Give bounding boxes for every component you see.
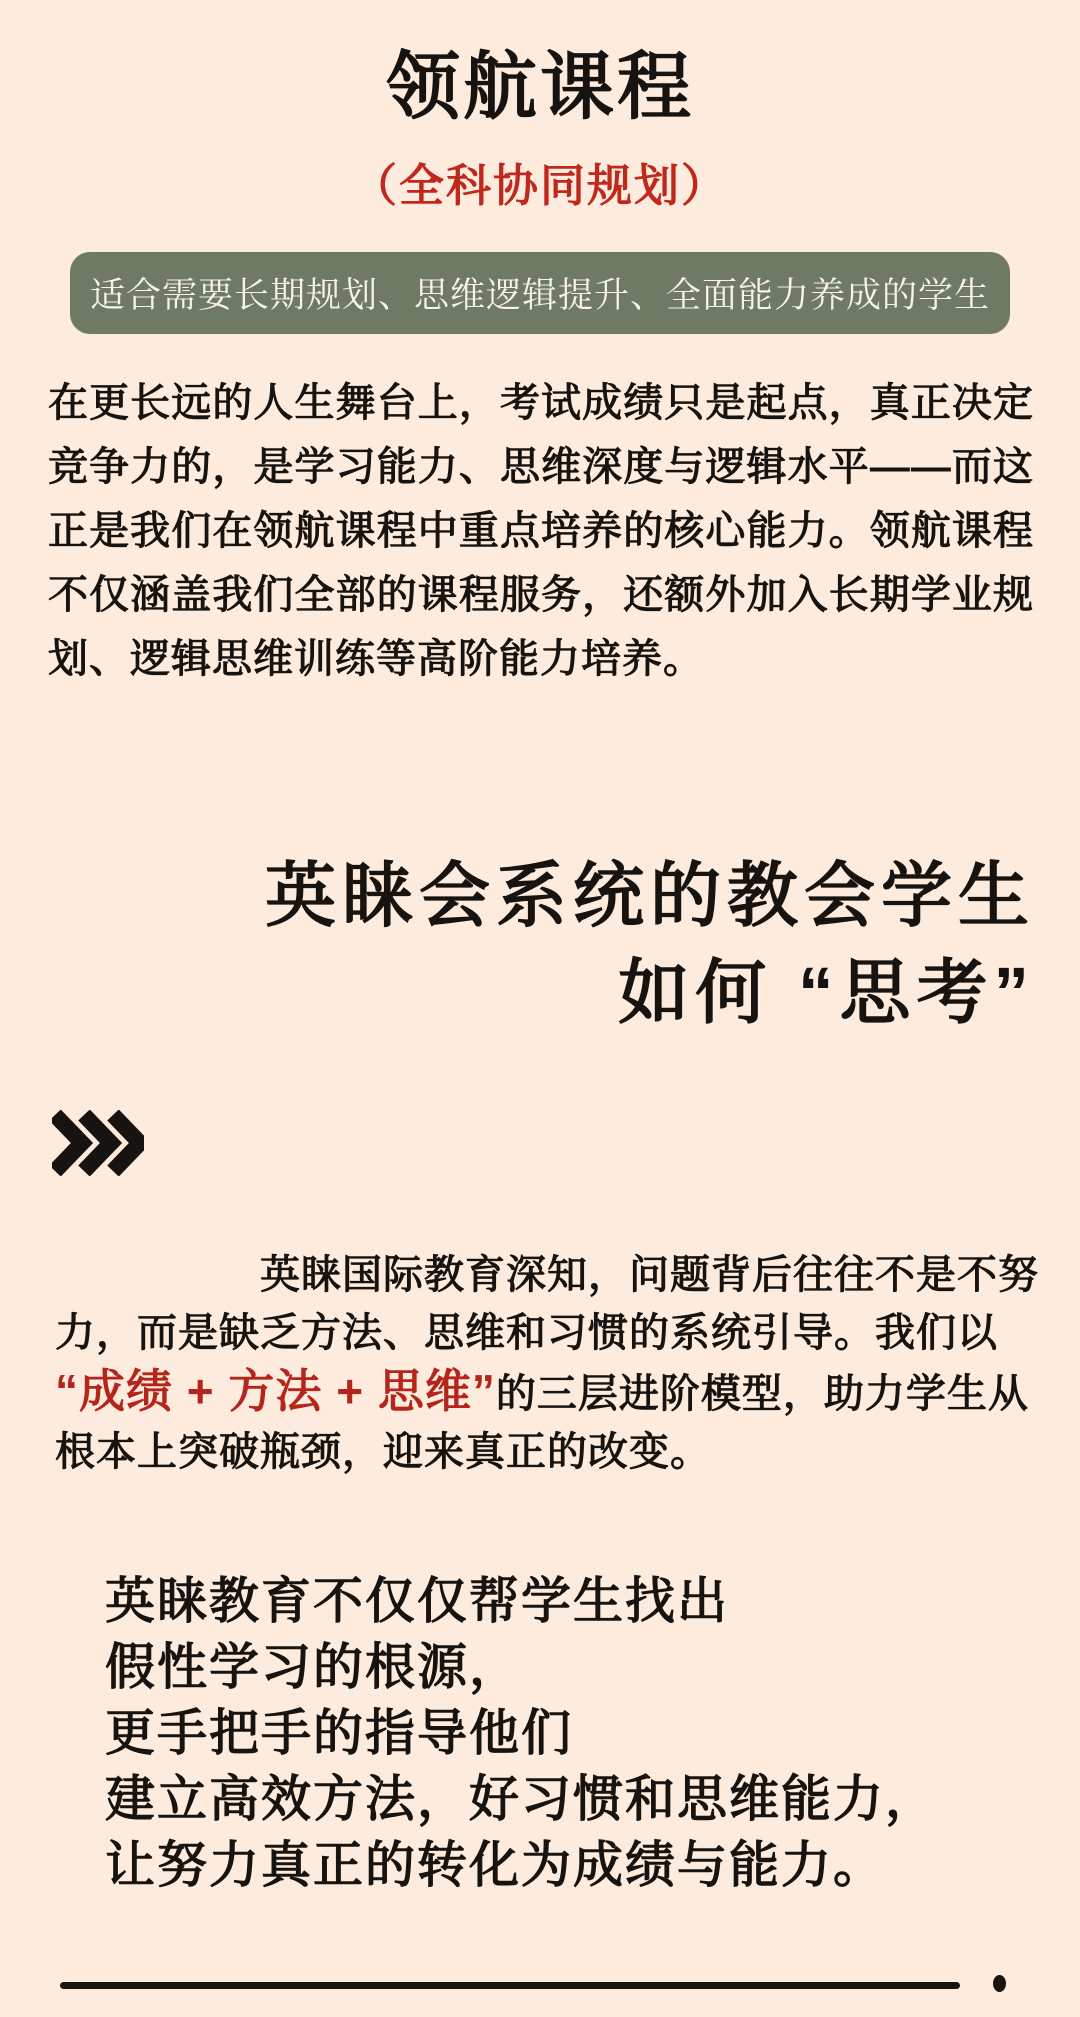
text-line: [55, 1362, 1040, 1423]
banner-label: 适合需要长期规划、思维逻辑提升、全面能力养成的学生: [89, 276, 990, 315]
page-title: 领航课程: [386, 45, 694, 128]
text-segment: 力，而是缺乏方法、思维和习惯的系统引导。我们以: [55, 1311, 998, 1355]
text-line: 让努力真正的转化为成绩与能力。: [105, 1837, 885, 1893]
intro-paragraph: [48, 371, 1034, 691]
text-line: 不仅涵盖我们全部的课程服务，还额外加入长期学业规: [48, 573, 1034, 617]
section-heading: [45, 848, 1035, 1042]
statement-block: [105, 1568, 1040, 1898]
text-line: [55, 1304, 1040, 1362]
text-line: 英睐会系统的教会学生: [264, 857, 1035, 936]
text-line: 建立高效方法，好习惯和思维能力，: [105, 1771, 937, 1827]
page-subtitle: （全科协同规划）: [351, 160, 728, 211]
text-segment: 的三层进阶模型，助力学生从: [495, 1372, 1029, 1416]
suitable-students-banner: [70, 252, 1010, 334]
text-segment: 英睐国际教育深知，问题背后往往不是不努: [260, 1253, 1039, 1297]
text-line: [55, 1423, 1040, 1481]
highlight-red-text: “成绩 + 方法 + 思维”: [55, 1365, 496, 1417]
text-line: 在更长远的人生舞台上，考试成绩只是起点，真正决定: [48, 381, 1034, 425]
text-line: 竞争力的，是学习能力、思维深度与逻辑水平——而这: [48, 445, 1034, 489]
text-line: 假性学习的根源，: [105, 1639, 521, 1695]
end-dot: [993, 1975, 1006, 1992]
text-line: 正是我们在领航课程中重点培养的核心能力。领航课程: [48, 509, 1034, 553]
triple-chevron-icon: [52, 1110, 144, 1176]
text-line: 划、逻辑思维训练等高阶能力培养。: [48, 637, 704, 681]
method-paragraph: [55, 1246, 1040, 1481]
text-line: 如何 “思考”: [618, 954, 1035, 1033]
text-segment: 根本上突破瓶颈，迎来真正的改变。: [55, 1430, 711, 1474]
text-line: 英睐教育不仅仅帮学生找出: [105, 1573, 729, 1629]
text-line: 更手把手的指导他们: [105, 1705, 573, 1761]
text-line: [55, 1246, 1040, 1304]
divider-line: [60, 1982, 960, 1989]
